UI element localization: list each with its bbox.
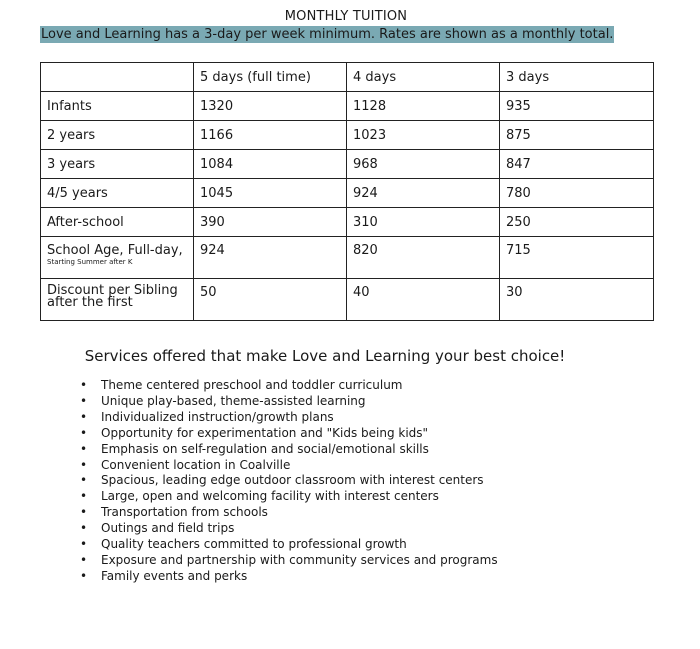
table-cell: 924: [194, 237, 347, 279]
list-item: [80, 378, 498, 394]
list-item: [80, 426, 498, 442]
table-cell: 715: [500, 237, 654, 279]
table-cell: 40: [347, 279, 500, 321]
list-item: [80, 569, 498, 585]
table-cell: 1084: [194, 150, 347, 179]
bullet-icon: •: [80, 568, 88, 583]
services-heading: Services offered that make Love and Learning your best choice!: [84, 347, 566, 365]
list-item-text: Emphasis on self-regulation and social/emotional skills: [101, 441, 429, 456]
table-cell: 1128: [347, 92, 500, 121]
column-header: 3 days: [500, 63, 654, 92]
row-label-main: School Age, Full-day,: [47, 243, 183, 258]
bullet-icon: •: [80, 489, 88, 504]
row-label-note: Starting Summer after K: [47, 258, 133, 266]
table-cell: 390: [194, 208, 347, 237]
bullet-icon: •: [80, 505, 88, 520]
list-item: [80, 394, 498, 410]
page-title: MONTHLY TUITION: [284, 9, 408, 24]
list-item-text: Quality teachers committed to professional growth: [101, 537, 407, 552]
table-row: [41, 208, 654, 237]
row-label: 4/5 years: [41, 179, 194, 208]
list-item-text: Opportunity for experimentation and "Kids being kids": [101, 425, 429, 440]
table-cell: 1166: [194, 121, 347, 150]
bullet-icon: •: [80, 537, 88, 552]
row-label: [41, 279, 194, 321]
list-item-text: Transportation from schools: [101, 505, 268, 520]
table-cell: 968: [347, 150, 500, 179]
bullet-icon: •: [80, 457, 88, 472]
bullet-icon: •: [80, 473, 88, 488]
list-item: [80, 458, 498, 474]
list-item-text: Theme centered preschool and toddler curriculum: [101, 378, 403, 392]
list-item-text: Large, open and welcoming facility with interest centers: [101, 489, 439, 504]
list-item: [80, 505, 498, 521]
bullet-icon: •: [80, 425, 88, 440]
table-cell: 847: [500, 150, 654, 179]
tuition-table: [40, 62, 654, 321]
bullet-icon: •: [80, 409, 88, 424]
table-row: [41, 179, 654, 208]
bullet-icon: •: [80, 393, 88, 408]
list-item: [80, 410, 498, 426]
table-row: [41, 121, 654, 150]
bullet-icon: •: [80, 552, 88, 567]
table-cell: 924: [347, 179, 500, 208]
table-cell: 1320: [194, 92, 347, 121]
table-cell: 935: [500, 92, 654, 121]
table-row: [41, 237, 654, 279]
list-item-text: Convenient location in Coalville: [101, 457, 291, 472]
table-cell: 1045: [194, 179, 347, 208]
row-label: 3 years: [41, 150, 194, 179]
list-item: [80, 521, 498, 537]
column-header: 4 days: [347, 63, 500, 92]
table-row: [41, 279, 654, 321]
table-cell: 50: [194, 279, 347, 321]
bullet-icon: •: [80, 378, 88, 392]
bullet-icon: •: [80, 441, 88, 456]
row-label-text: Discount per Sibling after the first: [47, 283, 178, 310]
list-item: [80, 553, 498, 569]
list-item-text: Individualized instruction/growth plans: [101, 409, 334, 424]
table-header-row: [41, 63, 654, 92]
table-cell: 820: [347, 237, 500, 279]
list-item: [80, 489, 498, 505]
table-cell: 875: [500, 121, 654, 150]
table-cell: 1023: [347, 121, 500, 150]
services-list: [80, 378, 498, 585]
bullet-icon: •: [80, 521, 88, 536]
list-item: [80, 442, 498, 458]
row-label: After-school: [41, 208, 194, 237]
table-cell: 310: [347, 208, 500, 237]
table-cell: 30: [500, 279, 654, 321]
row-label: 2 years: [41, 121, 194, 150]
row-label: [41, 237, 194, 279]
table-cell: 780: [500, 179, 654, 208]
table-row: [41, 150, 654, 179]
column-header: [41, 63, 194, 92]
list-item: [80, 537, 498, 553]
intro-note: Love and Learning has a 3-day per week minimum. Rates are shown as a monthly total.: [41, 27, 614, 42]
list-item-text: Exposure and partnership with community services and programs: [101, 552, 498, 567]
row-label: Infants: [41, 92, 194, 121]
table-row: [41, 92, 654, 121]
column-header: 5 days (full time): [194, 63, 347, 92]
table-cell: 250: [500, 208, 654, 237]
list-item-text: Unique play-based, theme-assisted learning: [101, 393, 366, 408]
list-item-text: Family events and perks: [101, 568, 248, 583]
list-item-text: Outings and field trips: [101, 521, 235, 536]
list-item-text: Spacious, leading edge outdoor classroom with interest centers: [101, 473, 484, 488]
list-item: [80, 473, 498, 489]
